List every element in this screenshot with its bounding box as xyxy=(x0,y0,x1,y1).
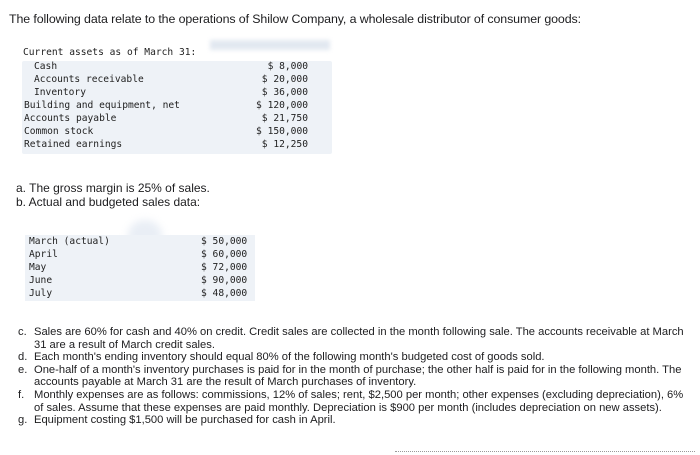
row-label: July xyxy=(29,288,53,299)
note-text: Sales are 60% for cash and 40% on credit. Credit sales are collected in the month following sale. The accounts receivable at March 31 are a result of March credit sales. xyxy=(34,326,684,351)
note-b: b. Actual and budgeted sales data: xyxy=(16,195,201,209)
notes-list xyxy=(18,326,694,427)
row-value: $ 20,000 xyxy=(261,74,308,85)
row-label: Accounts payable xyxy=(24,113,117,124)
balance-sheet-title: Current assets as of March 31: xyxy=(23,47,197,58)
row-label: March (actual) xyxy=(29,236,110,247)
note-e xyxy=(18,364,694,389)
notes-ab xyxy=(16,181,210,209)
row-value: $ 48,000 xyxy=(201,288,248,299)
row-value: $ 21,750 xyxy=(261,113,308,124)
note-f xyxy=(18,389,694,414)
row-value: $ 12,250 xyxy=(261,139,308,150)
row-label: Inventory xyxy=(34,87,86,98)
note-letter: g. xyxy=(18,414,28,427)
dotted-divider xyxy=(395,451,695,452)
scan-shadow xyxy=(210,40,330,50)
row-label: May xyxy=(29,262,47,273)
row-label: Retained earnings xyxy=(24,139,123,150)
row-value: $ 50,000 xyxy=(201,236,248,247)
row-value: $ 150,000 xyxy=(256,126,308,137)
note-text: One-half of a month's inventory purchases is paid for in the month of purchase; the other half is paid for in the following month. The accounts payable at March 31 are the result of March purchases of inventory. xyxy=(34,363,682,389)
balance-sheet-table xyxy=(22,61,332,154)
row-value: $ 90,000 xyxy=(201,275,248,286)
note-d xyxy=(18,351,694,364)
row-value: $ 8,000 xyxy=(267,61,308,72)
row-label: Common stock xyxy=(24,126,94,137)
row-label: Accounts receivable xyxy=(34,74,144,85)
row-label: Building and equipment, net xyxy=(24,100,180,111)
note-letter: f. xyxy=(18,388,25,401)
intro-text: The following data relate to the operations of Shilow Company, a wholesale distributor of consumer goods: xyxy=(9,12,581,26)
note-g xyxy=(18,414,694,427)
sales-table xyxy=(25,235,255,301)
note-letter: e. xyxy=(18,363,28,376)
row-value: $ 36,000 xyxy=(261,87,308,98)
row-label: April xyxy=(29,249,58,260)
note-text: Monthly expenses are as follows: commissions, 12% of sales; rent, $2,500 per month; other expenses (excluding depreciation), 6% of sales. Assume that these expenses are paid monthly. Depreciation is $900 per month (includes depreciation on new assets). xyxy=(34,388,684,414)
note-a: a. The gross margin is 25% of sales. xyxy=(16,181,210,195)
note-letter: d. xyxy=(18,351,28,364)
note-text: Equipment costing $1,500 will be purchased for cash in April. xyxy=(34,414,336,427)
row-value: $ 72,000 xyxy=(201,262,248,273)
row-label: June xyxy=(29,275,53,286)
note-text: Each month's ending inventory should equal 80% of the following month's budgeted cost of goods sold. xyxy=(34,351,545,364)
note-c xyxy=(18,326,694,351)
row-label: Cash xyxy=(34,61,58,72)
row-value: $ 60,000 xyxy=(201,249,248,260)
row-value: $ 120,000 xyxy=(256,100,308,111)
note-letter: c. xyxy=(18,326,27,338)
